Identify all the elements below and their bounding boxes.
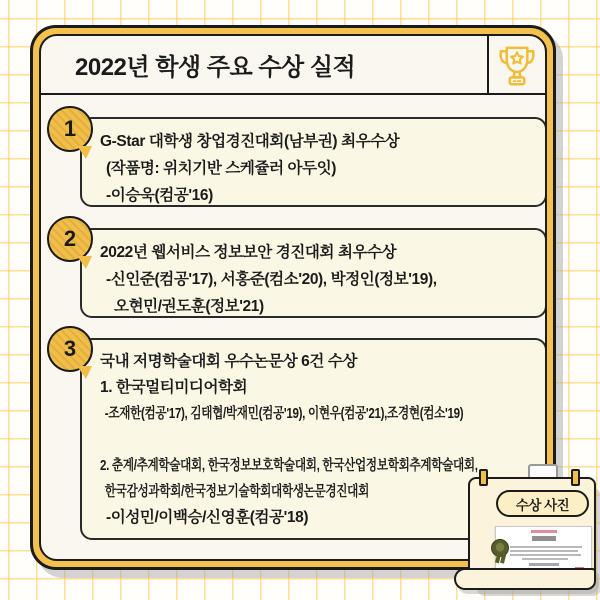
certificate-text-line: [510, 550, 578, 552]
award-line: 2022년 웹서비스 정보보안 경진대회 최우수상: [100, 244, 397, 261]
award-line: -조재한(컴공'17), 김태협/박재민(컴공'19), 이현우(컴공'21),조경현(컴소'19): [104, 406, 464, 422]
badge-number: 2: [63, 226, 77, 251]
award-line: 1. 한국멀티미디어학회: [100, 379, 248, 396]
award-line: 오현민/권도훈(정보'21): [114, 298, 264, 315]
award-line: (작품명: 위치기반 스케쥴러 아두잇): [106, 160, 337, 177]
medal-ribbon-icon: [491, 539, 509, 557]
badge-number: 1: [63, 116, 77, 141]
tape-pin-right: [571, 469, 580, 486]
tape-pin-left: [479, 469, 488, 486]
badge-number: 3: [63, 336, 77, 361]
trophy-cell: [487, 36, 545, 93]
award-line: 국내 저명학술대회 우수논문상 6건 수상: [100, 353, 358, 370]
award-line: -이성민/이백승/신영훈(컴공'18): [106, 509, 309, 526]
award-item-2: [80, 228, 547, 318]
award-number-badge-3: [47, 326, 93, 372]
award-number-badge-1: [47, 106, 93, 152]
certificate-text-line: [510, 546, 582, 548]
photo-note-label: 수상 사진: [496, 490, 589, 517]
trophy-icon: [495, 42, 539, 88]
award-number-badge-2: [47, 216, 93, 262]
award-line: -신인준(컴공'17), 서홍준(컴소'20), 박정인(정보'19),: [106, 271, 437, 288]
card-header: [41, 36, 545, 95]
award-item-1: [80, 117, 547, 207]
award-line: 한국감성과학회/한국정보기술학회대학생논문경진대회: [104, 484, 369, 500]
certificate-title: [532, 536, 556, 541]
certificate-text-line: [510, 554, 581, 556]
award-line: -이승욱(컴공'16): [106, 187, 213, 204]
award-line: 2. 춘계/추계학술대회, 한국정보보호학술대회, 한국산업정보학회추계학술대회,: [100, 458, 478, 474]
award-photo-note: [468, 477, 596, 581]
clipboard-page-curl: [454, 568, 596, 590]
award-line: G-Star 대학생 창업경진대회(남부권) 최우수상: [100, 133, 400, 150]
page-title: 2022년 학생 주요 수상 실적: [75, 54, 356, 81]
certificate-logo: [531, 530, 557, 533]
certificate-date-line: [529, 563, 559, 566]
certificate-text-line: [522, 558, 568, 560]
